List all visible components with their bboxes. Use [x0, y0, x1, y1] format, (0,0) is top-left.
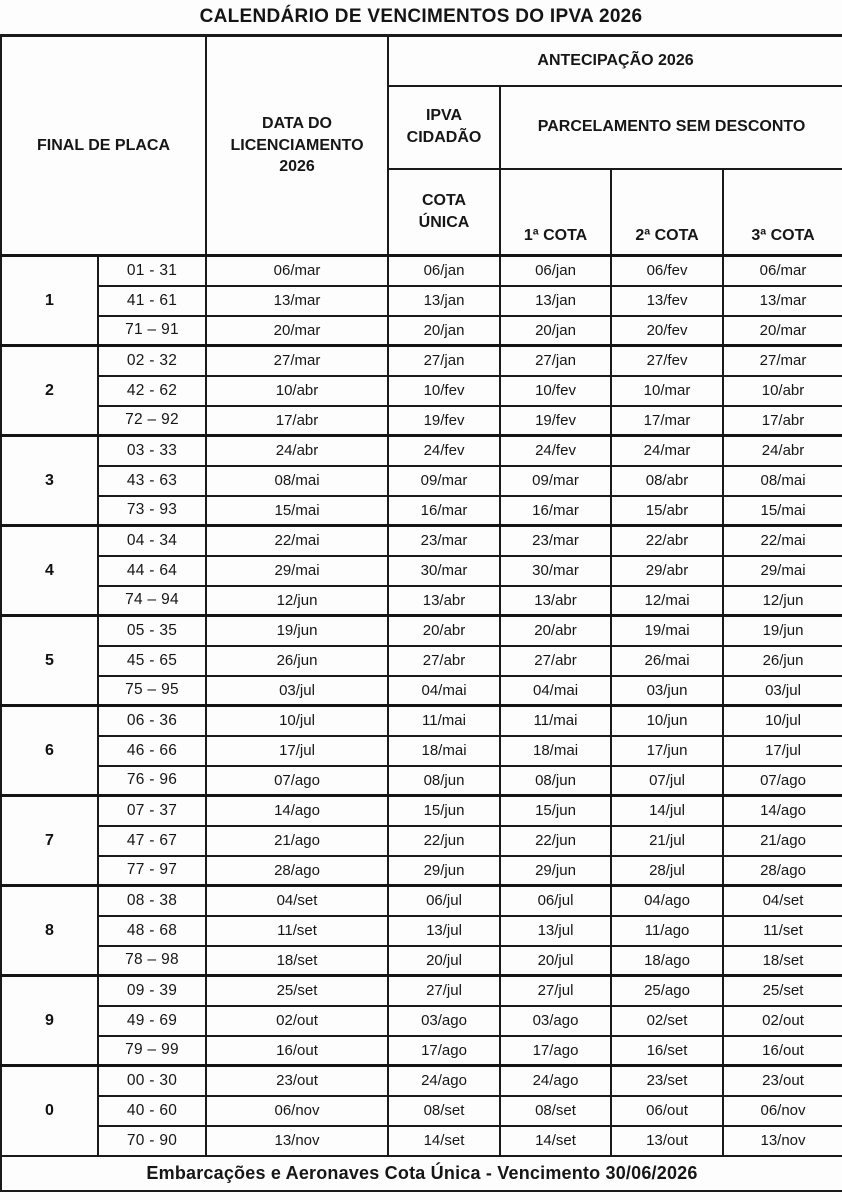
plate-range-cell: 48 - 68	[98, 916, 206, 946]
cota2-date-cell: 22/abr	[611, 526, 723, 556]
cota3-date-cell: 17/jul	[723, 736, 842, 766]
licensing-date-cell: 06/mar	[206, 256, 388, 286]
plate-final-digit-cell: 3	[1, 436, 98, 526]
plate-range-cell: 78 – 98	[98, 946, 206, 976]
licensing-date-cell: 20/mar	[206, 316, 388, 346]
licensing-date-cell: 14/ago	[206, 796, 388, 826]
cota3-date-cell: 22/mai	[723, 526, 842, 556]
table-row	[1, 616, 842, 646]
col-header-cota-unica	[388, 169, 500, 256]
table-row	[1, 256, 842, 286]
cota2-date-cell: 04/ago	[611, 886, 723, 916]
cota-unica-date-cell: 19/fev	[388, 406, 500, 436]
cota-unica-date-cell: 13/abr	[388, 586, 500, 616]
cota2-date-cell: 13/out	[611, 1126, 723, 1156]
cota3-date-cell: 06/nov	[723, 1096, 842, 1126]
licensing-date-cell: 13/nov	[206, 1126, 388, 1156]
cota1-date-cell: 22/jun	[500, 826, 611, 856]
cota1-date-cell: 08/jun	[500, 766, 611, 796]
cota1-date-cell: 03/ago	[500, 1006, 611, 1036]
licensing-date-cell: 15/mai	[206, 496, 388, 526]
cota2-date-cell: 12/mai	[611, 586, 723, 616]
table-header	[1, 36, 842, 256]
licensing-date-cell: 03/jul	[206, 676, 388, 706]
cota3-date-cell: 18/set	[723, 946, 842, 976]
table-row	[1, 796, 842, 826]
cota1-date-cell: 13/jan	[500, 286, 611, 316]
cota2-date-cell: 06/out	[611, 1096, 723, 1126]
table-row	[1, 1066, 842, 1096]
table-row	[1, 736, 842, 766]
plate-range-cell: 47 - 67	[98, 826, 206, 856]
cota2-date-cell: 29/abr	[611, 556, 723, 586]
plate-range-cell: 08 - 38	[98, 886, 206, 916]
plate-final-digit-cell: 9	[1, 976, 98, 1066]
cota-unica-date-cell: 24/ago	[388, 1066, 500, 1096]
cota2-date-cell: 19/mai	[611, 616, 723, 646]
licensing-date-cell: 07/ago	[206, 766, 388, 796]
cota1-date-cell: 19/fev	[500, 406, 611, 436]
table-row	[1, 1006, 842, 1036]
footer-note: Embarcações e Aeronaves Cota Única - Vencimento 30/06/2026	[1, 1156, 842, 1191]
cota-unica-date-cell: 13/jan	[388, 286, 500, 316]
plate-range-cell: 77 - 97	[98, 856, 206, 886]
cota1-date-cell: 15/jun	[500, 796, 611, 826]
cota1-date-cell: 20/jan	[500, 316, 611, 346]
cota-unica-date-cell: 27/abr	[388, 646, 500, 676]
table-body	[1, 256, 842, 1156]
cota1-date-cell: 09/mar	[500, 466, 611, 496]
plate-range-cell: 75 – 95	[98, 676, 206, 706]
licensing-date-cell: 06/nov	[206, 1096, 388, 1126]
cota2-date-cell: 03/jun	[611, 676, 723, 706]
licensing-date-cell: 04/set	[206, 886, 388, 916]
plate-final-digit-cell: 5	[1, 616, 98, 706]
table-row	[1, 526, 842, 556]
table-row	[1, 1126, 842, 1156]
cota3-date-cell: 21/ago	[723, 826, 842, 856]
cota3-date-cell: 11/set	[723, 916, 842, 946]
cota2-date-cell: 13/fev	[611, 286, 723, 316]
plate-range-cell: 46 - 66	[98, 736, 206, 766]
cota2-date-cell: 23/set	[611, 1066, 723, 1096]
cota-unica-date-cell: 15/jun	[388, 796, 500, 826]
plate-range-cell: 45 - 65	[98, 646, 206, 676]
plate-range-cell: 41 - 61	[98, 286, 206, 316]
plate-final-digit-cell: 0	[1, 1066, 98, 1156]
licensing-date-cell: 24/abr	[206, 436, 388, 466]
licensing-date-cell: 28/ago	[206, 856, 388, 886]
cota2-date-cell: 21/jul	[611, 826, 723, 856]
licensing-date-cell: 12/jun	[206, 586, 388, 616]
footer-row	[1, 1156, 842, 1191]
table-row	[1, 556, 842, 586]
licensing-date-cell: 08/mai	[206, 466, 388, 496]
cota3-date-cell: 26/jun	[723, 646, 842, 676]
plate-range-cell: 40 - 60	[98, 1096, 206, 1126]
table-row	[1, 286, 842, 316]
licensing-date-cell: 18/set	[206, 946, 388, 976]
table-row	[1, 766, 842, 796]
licensing-date-cell: 27/mar	[206, 346, 388, 376]
plate-range-cell: 05 - 35	[98, 616, 206, 646]
cota3-date-cell: 03/jul	[723, 676, 842, 706]
ipva-calendar-table	[0, 34, 842, 1192]
table-row	[1, 886, 842, 916]
plate-range-cell: 07 - 37	[98, 796, 206, 826]
cota1-date-cell: 06/jul	[500, 886, 611, 916]
table-row	[1, 856, 842, 886]
cota3-date-cell: 13/mar	[723, 286, 842, 316]
cota1-date-cell: 23/mar	[500, 526, 611, 556]
plate-range-cell: 79 – 99	[98, 1036, 206, 1066]
cota2-date-cell: 11/ago	[611, 916, 723, 946]
plate-range-cell: 03 - 33	[98, 436, 206, 466]
cota-unica-date-cell: 27/jan	[388, 346, 500, 376]
col-header-cota-1: 1ª COTA	[500, 169, 611, 256]
cota3-date-cell: 19/jun	[723, 616, 842, 646]
cota3-date-cell: 27/mar	[723, 346, 842, 376]
table-row	[1, 916, 842, 946]
cota2-date-cell: 10/jun	[611, 706, 723, 736]
cota-unica-date-cell: 08/set	[388, 1096, 500, 1126]
col-header-ipva-cidadao-label: IPVA CIDADÃO	[406, 107, 482, 146]
cota3-date-cell: 10/jul	[723, 706, 842, 736]
cota1-date-cell: 11/mai	[500, 706, 611, 736]
cota-unica-date-cell: 06/jul	[388, 886, 500, 916]
cota3-date-cell: 23/out	[723, 1066, 842, 1096]
cota3-date-cell: 24/abr	[723, 436, 842, 466]
table-row	[1, 316, 842, 346]
cota-unica-date-cell: 24/fev	[388, 436, 500, 466]
cota2-date-cell: 26/mai	[611, 646, 723, 676]
cota-unica-date-cell: 06/jan	[388, 256, 500, 286]
plate-range-cell: 72 – 92	[98, 406, 206, 436]
cota1-date-cell: 27/jan	[500, 346, 611, 376]
cota2-date-cell: 28/jul	[611, 856, 723, 886]
table-row	[1, 946, 842, 976]
col-header-ipva-cidadao	[388, 86, 500, 169]
cota-unica-date-cell: 17/ago	[388, 1036, 500, 1066]
plate-range-cell: 73 - 93	[98, 496, 206, 526]
cota2-date-cell: 02/set	[611, 1006, 723, 1036]
cota2-date-cell: 17/jun	[611, 736, 723, 766]
cota-unica-date-cell: 30/mar	[388, 556, 500, 586]
cota-unica-date-cell: 08/jun	[388, 766, 500, 796]
cota-unica-date-cell: 20/abr	[388, 616, 500, 646]
plate-range-cell: 44 - 64	[98, 556, 206, 586]
cota3-date-cell: 10/abr	[723, 376, 842, 406]
cota3-date-cell: 28/ago	[723, 856, 842, 886]
cota3-date-cell: 25/set	[723, 976, 842, 1006]
cota2-date-cell: 07/jul	[611, 766, 723, 796]
cota3-date-cell: 13/nov	[723, 1126, 842, 1156]
col-header-antecipacao: ANTECIPAÇÃO 2026	[388, 36, 842, 86]
licensing-date-cell: 10/abr	[206, 376, 388, 406]
cota1-date-cell: 13/jul	[500, 916, 611, 946]
table-row	[1, 1096, 842, 1126]
plate-final-digit-cell: 1	[1, 256, 98, 346]
licensing-date-cell: 16/out	[206, 1036, 388, 1066]
cota3-date-cell: 02/out	[723, 1006, 842, 1036]
cota1-date-cell: 14/set	[500, 1126, 611, 1156]
cota1-date-cell: 24/ago	[500, 1066, 611, 1096]
cota-unica-date-cell: 29/jun	[388, 856, 500, 886]
cota1-date-cell: 29/jun	[500, 856, 611, 886]
plate-range-cell: 02 - 32	[98, 346, 206, 376]
cota2-date-cell: 20/fev	[611, 316, 723, 346]
licensing-date-cell: 17/jul	[206, 736, 388, 766]
cota2-date-cell: 25/ago	[611, 976, 723, 1006]
plate-range-cell: 71 – 91	[98, 316, 206, 346]
col-header-parcelamento: PARCELAMENTO SEM DESCONTO	[500, 86, 842, 169]
cota1-date-cell: 24/fev	[500, 436, 611, 466]
col-header-data-licenciamento-label: DATA DO LICENCIAMENTO 2026	[230, 115, 364, 176]
plate-final-digit-cell: 6	[1, 706, 98, 796]
licensing-date-cell: 23/out	[206, 1066, 388, 1096]
table-row	[1, 346, 842, 376]
cota1-date-cell: 27/jul	[500, 976, 611, 1006]
plate-range-cell: 74 – 94	[98, 586, 206, 616]
table-row	[1, 586, 842, 616]
cota1-date-cell: 20/jul	[500, 946, 611, 976]
cota3-date-cell: 20/mar	[723, 316, 842, 346]
cota-unica-date-cell: 23/mar	[388, 526, 500, 556]
cota-unica-date-cell: 16/mar	[388, 496, 500, 526]
licensing-date-cell: 19/jun	[206, 616, 388, 646]
cota3-date-cell: 04/set	[723, 886, 842, 916]
plate-range-cell: 43 - 63	[98, 466, 206, 496]
licensing-date-cell: 02/out	[206, 1006, 388, 1036]
cota2-date-cell: 27/fev	[611, 346, 723, 376]
cota3-date-cell: 16/out	[723, 1036, 842, 1066]
col-header-final-de-placa: FINAL DE PLACA	[1, 36, 206, 256]
cota1-date-cell: 16/mar	[500, 496, 611, 526]
cota-unica-date-cell: 09/mar	[388, 466, 500, 496]
col-header-data-licenciamento	[206, 36, 388, 256]
cota3-date-cell: 15/mai	[723, 496, 842, 526]
cota1-date-cell: 06/jan	[500, 256, 611, 286]
plate-range-cell: 00 - 30	[98, 1066, 206, 1096]
cota2-date-cell: 10/mar	[611, 376, 723, 406]
licensing-date-cell: 13/mar	[206, 286, 388, 316]
cota-unica-date-cell: 13/jul	[388, 916, 500, 946]
licensing-date-cell: 10/jul	[206, 706, 388, 736]
plate-range-cell: 04 - 34	[98, 526, 206, 556]
cota3-date-cell: 06/mar	[723, 256, 842, 286]
table-row	[1, 376, 842, 406]
table-row	[1, 826, 842, 856]
plate-range-cell: 42 - 62	[98, 376, 206, 406]
cota1-date-cell: 20/abr	[500, 616, 611, 646]
cota1-date-cell: 04/mai	[500, 676, 611, 706]
cota-unica-date-cell: 14/set	[388, 1126, 500, 1156]
table-row	[1, 466, 842, 496]
table-row	[1, 706, 842, 736]
cota2-date-cell: 15/abr	[611, 496, 723, 526]
cota1-date-cell: 13/abr	[500, 586, 611, 616]
table-row	[1, 676, 842, 706]
licensing-date-cell: 25/set	[206, 976, 388, 1006]
cota1-date-cell: 10/fev	[500, 376, 611, 406]
cota1-date-cell: 08/set	[500, 1096, 611, 1126]
cota1-date-cell: 17/ago	[500, 1036, 611, 1066]
cota2-date-cell: 06/fev	[611, 256, 723, 286]
cota1-date-cell: 27/abr	[500, 646, 611, 676]
cota2-date-cell: 24/mar	[611, 436, 723, 466]
cota3-date-cell: 12/jun	[723, 586, 842, 616]
cota-unica-date-cell: 11/mai	[388, 706, 500, 736]
cota-unica-date-cell: 20/jul	[388, 946, 500, 976]
table-footer	[1, 1156, 842, 1191]
licensing-date-cell: 21/ago	[206, 826, 388, 856]
table-row	[1, 496, 842, 526]
cota-unica-date-cell: 22/jun	[388, 826, 500, 856]
plate-final-digit-cell: 7	[1, 796, 98, 886]
cota-unica-date-cell: 10/fev	[388, 376, 500, 406]
table-row	[1, 1036, 842, 1066]
cota-unica-date-cell: 18/mai	[388, 736, 500, 766]
cota-unica-date-cell: 03/ago	[388, 1006, 500, 1036]
table-row	[1, 406, 842, 436]
cota-unica-date-cell: 04/mai	[388, 676, 500, 706]
licensing-date-cell: 26/jun	[206, 646, 388, 676]
cota3-date-cell: 17/abr	[723, 406, 842, 436]
plate-range-cell: 01 - 31	[98, 256, 206, 286]
plate-final-digit-cell: 2	[1, 346, 98, 436]
plate-range-cell: 76 - 96	[98, 766, 206, 796]
plate-final-digit-cell: 4	[1, 526, 98, 616]
cota1-date-cell: 30/mar	[500, 556, 611, 586]
cota3-date-cell: 29/mai	[723, 556, 842, 586]
col-header-cota-3: 3ª COTA	[723, 169, 842, 256]
licensing-date-cell: 29/mai	[206, 556, 388, 586]
cota3-date-cell: 14/ago	[723, 796, 842, 826]
table-row	[1, 436, 842, 466]
cota-unica-date-cell: 20/jan	[388, 316, 500, 346]
cota-unica-date-cell: 27/jul	[388, 976, 500, 1006]
cota2-date-cell: 14/jul	[611, 796, 723, 826]
cota2-date-cell: 16/set	[611, 1036, 723, 1066]
col-header-cota-2: 2ª COTA	[611, 169, 723, 256]
header-row-1	[1, 36, 842, 86]
plate-final-digit-cell: 8	[1, 886, 98, 976]
plate-range-cell: 49 - 69	[98, 1006, 206, 1036]
licensing-date-cell: 17/abr	[206, 406, 388, 436]
plate-range-cell: 70 - 90	[98, 1126, 206, 1156]
licensing-date-cell: 11/set	[206, 916, 388, 946]
plate-range-cell: 09 - 39	[98, 976, 206, 1006]
cota2-date-cell: 08/abr	[611, 466, 723, 496]
cota2-date-cell: 18/ago	[611, 946, 723, 976]
cota3-date-cell: 07/ago	[723, 766, 842, 796]
cota1-date-cell: 18/mai	[500, 736, 611, 766]
table-row	[1, 646, 842, 676]
page-title: CALENDÁRIO DE VENCIMENTOS DO IPVA 2026	[199, 6, 643, 27]
table-row	[1, 976, 842, 1006]
col-header-cota-unica-label: COTA ÚNICA	[418, 192, 470, 231]
plate-range-cell: 06 - 36	[98, 706, 206, 736]
cota2-date-cell: 17/mar	[611, 406, 723, 436]
licensing-date-cell: 22/mai	[206, 526, 388, 556]
cota3-date-cell: 08/mai	[723, 466, 842, 496]
